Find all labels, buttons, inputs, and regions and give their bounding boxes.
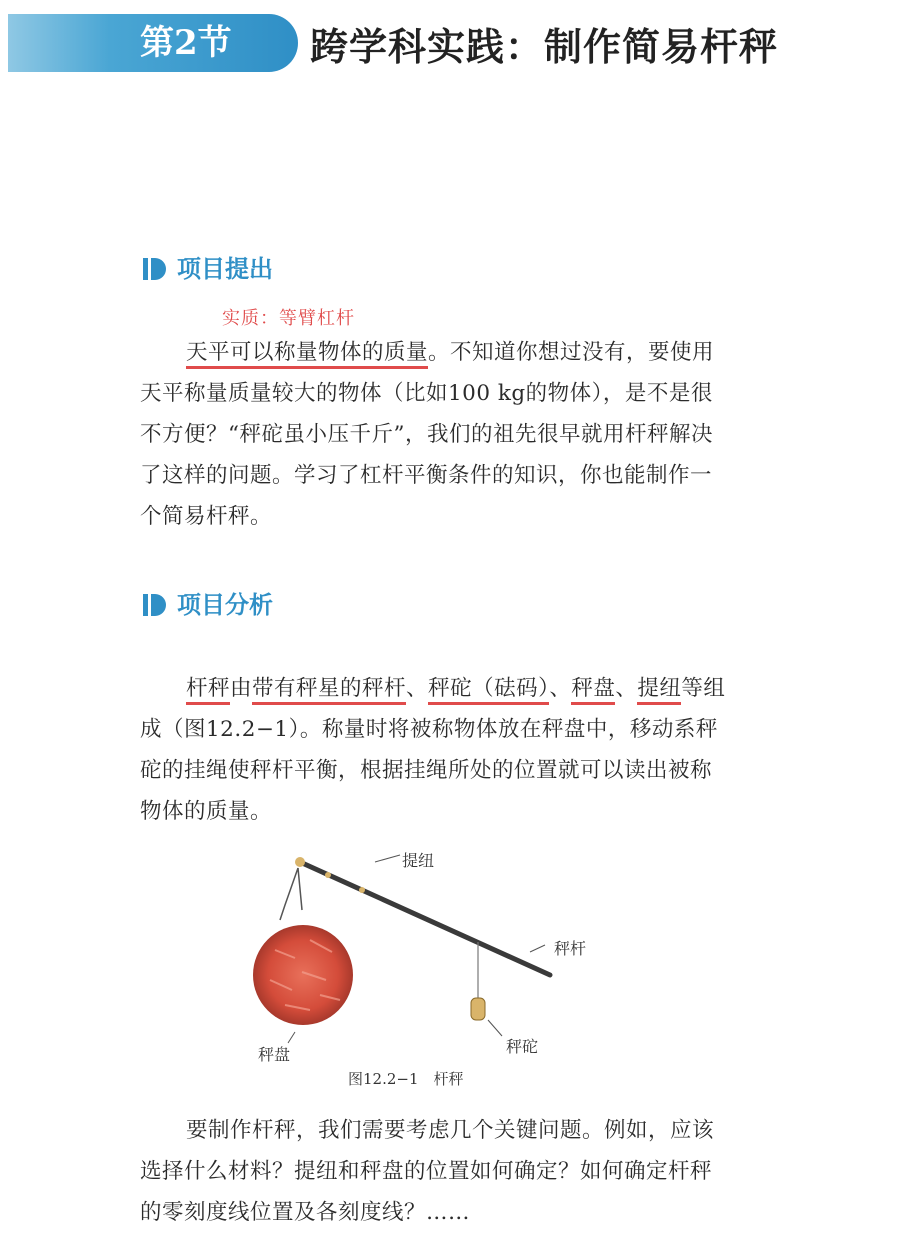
leader-line <box>375 855 400 862</box>
steelyard-figure <box>240 840 600 1070</box>
handwritten-annotation: 实质：等臂杠杆 <box>222 308 355 329</box>
paragraph-text: 。不知道你想过没有，要使用天平称量质量较大的物体（比如100 kg的物体），是不是很不方便？“秤砣虽小压千斤”，我们的祖先很早就用杆秤解决了这样的问题。学习了杠杆平衡条件的知识，你也能制作一个简易杆秤。 <box>140 340 715 529</box>
underlined-term: 杆秤 <box>186 676 230 705</box>
label-chengpan: 秤盘 <box>258 1045 291 1064</box>
section-marker-icon <box>143 258 167 280</box>
paragraph-text: 、 <box>615 676 638 701</box>
label-chengtuo: 秤砣 <box>506 1037 539 1056</box>
pan-cord <box>280 868 298 920</box>
pan-shape <box>253 925 353 1025</box>
underlined-term: 带有秤星的秤杆 <box>252 676 406 705</box>
label-chenggan: 秤杆 <box>554 939 587 958</box>
weight-shape <box>471 998 485 1020</box>
paragraph-text: 要制作杆秤，我们需要考虑几个关键问题。例如，应该选择什么材料？提纽和秤盘的位置如何确定？如何确定杆秤的零刻度线位置及各刻度线？…… <box>140 1118 715 1225</box>
tizhu-loop <box>325 872 331 878</box>
section-marker-icon <box>143 594 167 616</box>
paragraph-analysis <box>140 668 730 832</box>
underlined-term: 提纽 <box>637 676 681 705</box>
underlined-phrase: 天平可以称量物体的质量 <box>186 340 428 369</box>
section-heading-analysis <box>143 588 273 622</box>
underlined-term: 秤盘 <box>571 676 615 705</box>
paragraph-text: 、 <box>549 676 572 701</box>
section-heading-text: 项目分析 <box>177 591 273 619</box>
underlined-term: 秤砣（砝码） <box>428 676 549 705</box>
paragraph-text: 、 <box>406 676 429 701</box>
leader-line <box>530 945 545 952</box>
paragraph-text: 等组成（图12.2−1）。称量时将被称物体放在秤盘中，移动系秤砣的挂绳使秤杆平衡，根据挂绳所处的位置就可以读出被称物体的质量。 <box>140 676 726 824</box>
page-title: 跨学科实践：制作简易杆秤 <box>310 24 779 69</box>
paragraph-proposal <box>140 332 730 537</box>
section-heading-text: 项目提出 <box>177 255 273 283</box>
tizhu-loop <box>359 887 365 893</box>
section-heading-proposal <box>143 252 273 286</box>
paragraph-text: 由 <box>230 676 253 701</box>
label-tizhu: 提纽 <box>402 851 435 870</box>
beam-tip <box>295 857 305 867</box>
paragraph-questions <box>140 1110 730 1233</box>
leader-line <box>488 1020 502 1036</box>
figure-caption: 图12.2−1 杆秤 <box>348 1070 464 1088</box>
section-number: 第2节 <box>140 23 232 63</box>
pan-cord <box>298 868 302 910</box>
